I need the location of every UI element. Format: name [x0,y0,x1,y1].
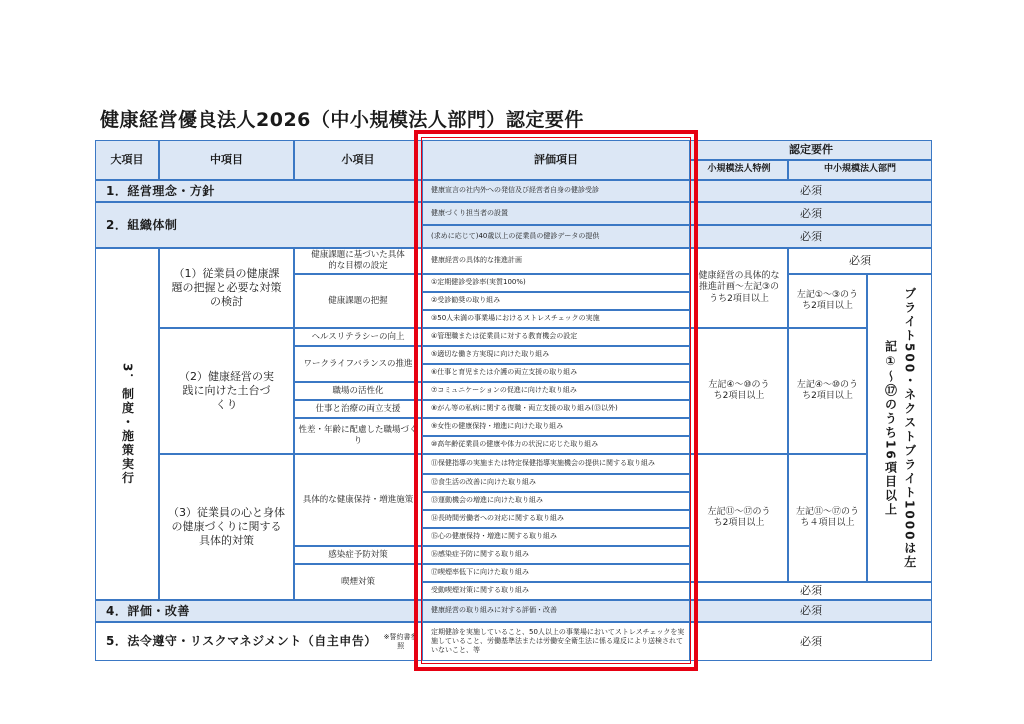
section-1-label: 1．経営理念・方針 [95,180,422,202]
requirement-required: 必須 [788,248,932,274]
eval-row: ⑬運動機会の増進に向けた取り組み [422,492,690,510]
requirement-small-plan: 健康経営の具体的な推進計画～左記③のうち2項目以上 [690,248,788,328]
minor-item: ワークライフバランスの推進 [294,346,422,382]
eval-row: ⑪保健指導の実施または特定保健指導実施機会の提供に関する取り組み [422,454,690,474]
requirement-required: 必須 [690,202,932,225]
eval-row: ②受診勧奨の取り組み [422,292,690,310]
eval-row: ⑯感染症予防に関する取り組み [422,546,690,564]
eval-row: (求めに応じて)40歳以上の従業員の健診データの提供 [422,225,690,248]
eval-row: ⑩高年齢従業員の健康や体力の状況に応じた取り組み [422,436,690,454]
eval-row: ⑧がん等の私病に関する復職・両立支援の取り組み(⑬以外) [422,400,690,418]
eval-row: ⑭長時間労働者への対応に関する取り組み [422,510,690,528]
section-3-label [95,248,159,600]
section-5-label [95,622,422,661]
eval-row: ⑰喫煙率低下に向けた取り組み [422,564,690,582]
minor-item: 健康課題の把握 [294,274,422,328]
requirement-small-11-17: 左記⑪～⑰のうち2項目以上 [690,454,788,582]
section-5-text: 5．法令遵守・リスクマネジメント（自主申告） [106,634,377,648]
requirement-bright-text: ブライト500・ネクストブライト1000は左記①～⑰のうち16項目以上 [883,286,917,570]
middle-item-2: （2）健康経営の実践に向けた土台づくり [159,328,294,454]
requirement-sme-11-17: 左記⑪～⑰のうち４項目以上 [788,454,867,582]
requirement-required: 必須 [690,180,932,202]
minor-item: 健康課題に基づいた具体的な目標の設定 [294,248,422,274]
requirement-required: 必須 [690,582,932,600]
eval-row: ⑦コミュニケーションの促進に向けた取り組み [422,382,690,400]
minor-item: 具体的な健康保持・増進施策 [294,454,422,546]
requirement-bright [867,274,932,582]
header-requirement: 認定要件 [690,140,932,160]
certification-requirements-table [95,140,932,661]
eval-row: 健康経営の取り組みに対する評価・改善 [422,600,690,622]
minor-item: 職場の活性化 [294,382,422,400]
minor-item: 喫煙対策 [294,564,422,600]
eval-row: ①定期健診受診率(実質100%) [422,274,690,292]
section-4-label: 4．評価・改善 [95,600,422,622]
middle-item-1: （1）従業員の健康課題の把握と必要な対策の検討 [159,248,294,328]
eval-row: ③50人未満の事業場におけるストレスチェックの実施 [422,310,690,328]
minor-item: ヘルスリテラシーの向上 [294,328,422,346]
requirement-sme-1-3: 左記①～③のうち2項目以上 [788,274,867,328]
eval-row: 健康づくり担当者の設置 [422,202,690,225]
header-major: 大項目 [95,140,159,180]
eval-row: ⑨女性の健康保持・増進に向けた取り組み [422,418,690,436]
eval-row: 定期健診を実施していること、50人以上の事業場においてストレスチェックを実施していること、労働基準法または労働安全衛生法に係る違反により送検されていないこと、等 [422,622,690,661]
requirement-required: 必須 [690,225,932,248]
eval-row: ④管理職または従業員に対する教育機会の設定 [422,328,690,346]
eval-row: ⑮心の健康保持・増進に関する取り組み [422,528,690,546]
eval-row: 健康経営の具体的な推進計画 [422,248,690,274]
requirement-sme-4-10: 左記④～⑩のうち2項目以上 [788,328,867,454]
page-title: 健康経営優良法人2026（中小規模法人部門）認定要件 [100,109,584,131]
middle-item-3: （3）従業員の心と身体の健康づくりに関する具体的対策 [159,454,294,600]
requirement-required: 必須 [690,600,932,622]
header-minor: 小項目 [294,140,422,180]
header-middle: 中項目 [159,140,294,180]
eval-row: ⑫食生活の改善に向けた取り組み [422,474,690,492]
requirement-required: 必須 [690,622,932,661]
header-small-special: 小規模法人特例 [690,160,788,180]
eval-row: 健康宣言の社内外への発信及び経営者自身の健診受診 [422,180,690,202]
section-3-text: 3．制度・施策実行 [120,362,135,486]
eval-row: ⑥仕事と育児または介護の両立支援の取り組み [422,364,690,382]
requirement-small-4-10: 左記④～⑩のうち2項目以上 [690,328,788,454]
section-5-note: ※誓約書参照 [383,632,418,650]
section-2-label: 2．組織体制 [95,202,422,248]
eval-row: 受動喫煙対策に関する取り組み [422,582,690,600]
minor-item: 仕事と治療の両立支援 [294,400,422,418]
eval-row: ⑤適切な働き方実現に向けた取り組み [422,346,690,364]
header-sme-division: 中小規模法人部門 [788,160,932,180]
minor-item: 感染症予防対策 [294,546,422,564]
header-evaluation: 評価項目 [422,140,690,180]
minor-item: 性差・年齢に配慮した職場づくり [294,418,422,454]
